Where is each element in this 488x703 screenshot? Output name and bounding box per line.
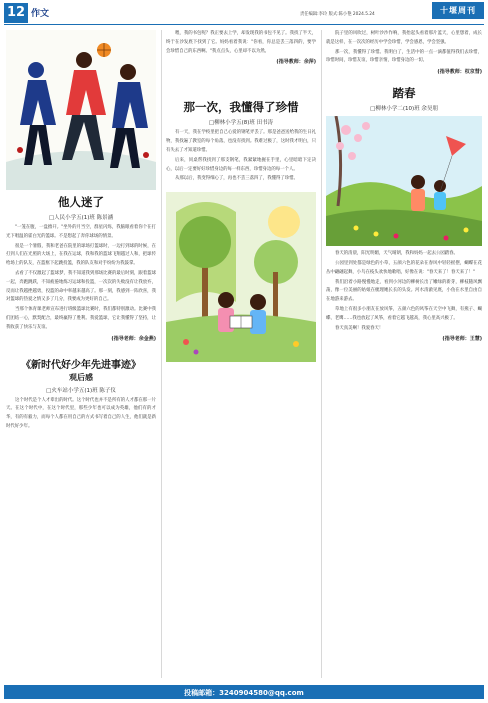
article-title: 那一次，我懂得了珍惜 — [183, 100, 299, 115]
article-paragraph: 当那个体育课老师宣布进行班级篮球比赛时，我们都特别激动。比赛中我们团结一心，默契配合，最终赢得了胜利。我爱篮球，它让我懂得了坚持，让我收获了快乐与友谊。 — [6, 307, 156, 330]
article-editor-note: (指导教师：权京彗) — [437, 69, 482, 76]
article-author: □人民小学五(1)班 陈景涵 — [48, 215, 114, 221]
article-paragraph: 从那以后，我变得细心了，再也不丢三落四了，我懂得了珍惜。 — [175, 176, 298, 182]
article-paragraph: 喂，我的书包呢？我正要去上学，却发现我的书包不见了。我找了半天，终于在沙发底下找到了它。妈妈看着我说："你看，你总是丢三落四的，要学会珍惜自己的东西啊。"我点点头，心里却不以为然。 — [166, 31, 316, 54]
column-divider — [321, 30, 322, 678]
article-title: 《新时代好少年先进事迹》 — [21, 359, 141, 371]
article-paragraph: 院子里的风吹过，树叶沙沙作响，我抬起头看着那片蓝天，心里想着，成长就是这样，在一次次的经历中学会珍惜，学会感恩，学会坚强。 — [326, 31, 482, 45]
article-author: □柳林小学二(10)班 余昊朋 — [370, 106, 438, 113]
article-paragraph: 草地上有很多小朋友在放风筝，五颜六色的风筝在天空中飞舞，有燕子、蝴蝶、老鹰……我也放起了风筝，看着它越飞越高，我心里高兴极了。 — [326, 306, 482, 321]
column-3 — [326, 30, 482, 678]
page-footer — [4, 685, 484, 699]
article-paragraph: 后来，同桌帮我找到了那支钢笔，我紧紧地握在手里，心里暗暗下定决心，以后一定要好好珍惜身边的每一样东西，珍惜身边的每一个人。 — [166, 157, 316, 172]
article-editor-note: (指导老师：余金燕) — [111, 335, 156, 342]
article-paragraph: "一笼在腹，一盘撸开。"坐外的月当空，群星闪烁，我脑眼看着你个在打光下唱温的霍白光的篮球。不是想起了奔你球场的情景。 — [6, 225, 156, 239]
column-divider — [161, 30, 162, 678]
article-paragraph: 去看了不仅激起了篮球梦，我不知道我到那场比赛的最后时刻，跟着篮球一起，奔跑跳跃，不知疲倦地练习运球和投篮，一次次的失败没有让我放弃，反而让我越挫越勇，投篮的命中率越来越高了。那一刻，我感到一阵欣喜，我对篮球的热爱之情又多了几分，我要成为更好的自己。 — [6, 270, 156, 303]
article-author: □柳林小学五(8)班 田书涛 — [208, 120, 274, 127]
header-divider — [4, 24, 484, 25]
basketball-illustration — [6, 30, 156, 190]
article-paragraph: 公园里到处都是绿色的小草，五颜六色的花朵在春风中轻轻摇摆，蝴蝶在花丛中翩翩起舞，小鸟在枝头欢快地歌唱，好像在说："春天来了！春天来了！" — [326, 260, 482, 275]
article-paragraph: 那一次，我懂得了珍惜。我明白了，生活中的一点一滴都值得我们去珍惜，珍惜时间，珍惜友谊，珍惜亲情，珍惜身边的一切。 — [326, 49, 482, 64]
children-reading-illustration — [166, 192, 316, 362]
column-2 — [166, 30, 316, 678]
page-header — [0, 0, 488, 24]
section-name: 作文 — [31, 9, 50, 19]
article-paragraph: 这个时代是个人才辈出的时代。这个时代也并不是所有的人才都在那一片天。在这个时代中，在这个时代里，那些少年也可以成为英雄，他们有的才华，有的有毅力，而每个人都在用自己的方式书写着自己的人生，他们就是新时代好少年。 — [6, 397, 156, 429]
masthead-logo: 十堰周刊 — [432, 2, 484, 19]
article-paragraph: 春天的清晨，阳光明媚，天气晴朗，我和妈妈一起去公园踏春。 — [335, 251, 458, 257]
article-title: 踏春 — [392, 86, 416, 101]
article-paragraph: 很是一个暑假，我和老爸在院里的球场打篮球时，一边打到球的时候，在打到人们在光照的大场上，在我在运球，我和我的篮球飞翔越过人和，把球传给场上的队友，在篮框下起跳投篮，我的队友和对手纷纷为我鼓掌。 — [6, 243, 156, 267]
article-author: □火车站小学五(1)班 陈子仪 — [46, 387, 116, 394]
article-paragraph: 春天真美啊！我爱春天！ — [335, 325, 384, 331]
editor-credits: 责任编辑:李玲 版式:陈小艳 2024.5.24 — [300, 12, 375, 17]
spring-illustration — [326, 116, 482, 246]
page-number: 12 — [4, 3, 28, 23]
article-subtitle: 观后感 — [69, 372, 93, 382]
submission-email: 投稿邮箱：3240904580@qq.com — [184, 689, 304, 697]
article-paragraph: 我们沿着小路慢慢地走，看到小河边的柳树长出了嫩绿的新芽，柳枝随风飘荡，像一位美丽的姑娘在梳理她长长的头发。河水清澈见底，小鱼在水里自由自在地游来游去。 — [326, 279, 482, 303]
article-editor-note: (指导教师：余萍) — [276, 59, 316, 66]
article-editor-note: (指导老师：王慧) — [442, 336, 482, 343]
article-paragraph: 有一天，我在学校里把自己心爱的钢笔弄丢了。那是爸爸送给我的生日礼物，我找遍了教室的每个角落，也没有找到。我难过极了，这时我才明白，只有失去了才知道珍惜。 — [166, 130, 316, 153]
column-1 — [6, 30, 156, 678]
article-title: 他人迷了 — [58, 195, 104, 209]
